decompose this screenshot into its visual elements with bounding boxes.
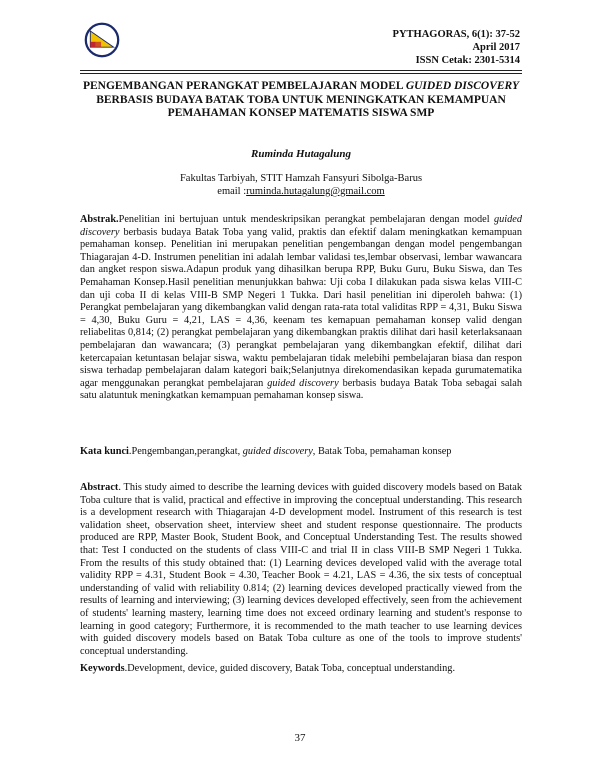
abstract-id-italic-2: guided discovery [267, 377, 339, 389]
abstract-en-text: . This study aimed to describe the learning devices with guided discovery models based on Batak Toba culture that is valid, practical and effective in improving the conceptual understanding. This research is a development research with Thiagarajan 4-D development model. Instrument of this research is test validation sheet, observation sheet, interview sheet and student response questionnaire. The products produced are RPP, Master Book, Student Book, and Conceptual Understanding Test. The results showed that: Test I conducted on the students of class VIII-C and trial II in class VIII-B SMP Negeri 1 Tukka. From the results of this study obtained that: (1) Learning devices developed valid with the average total validity RPP = 4.31, Student Book = 4.30, Teacher Book = 4.21, LAS = 4.36, the six tests of conceptual understanding of valid with reliability 0.814; (2) learning devices developed practically viewed from the results of learning and interviewing; (3) learning devices developed effectively, seen from the achievement of students' learning mastery, learning time does not exceed ordinary learning and student's response to learning in good category; Furthermore, it is recommended to the math teacher to use learning devices with guided discovery models based on Batak Toba culture as one of the tools to improve students' conceptual understanding. [80, 482, 522, 657]
keywords-id-text-1: .Pengembangan,perangkat, [128, 446, 243, 457]
page-number: 37 [294, 732, 306, 744]
author-institution: Fakultas Tarbiyah, STIT Hamzah Fansyuri Sibolga-Barus [179, 173, 423, 184]
keywords-id-label: Kata kunci [80, 446, 129, 457]
paper-title [78, 80, 524, 121]
abstract-id-text-3: berbasis budaya Batak Toba sebagai salah satu alatuntuk meningkatkan kemampuan pemahaman konsep siswa. [80, 377, 522, 402]
header-divider-bottom [80, 73, 522, 74]
journal-logo-icon [84, 22, 120, 58]
abstract-id-text-2: berbasis budaya Batak Toba yang valid, praktis dan efektif dalam meningkatkan kemampuan pemahaman konsep. Penelitian ini merupakan penelitian pengembangan dengan model pengembangan Thiagarajan 4-D. Instrumen penelitian ini adalah lembar validasi tes,lembar observasi, lembar wawancara dan angket respon siswa.Adapun produk yang dihasilkan berupa RPP, Buku Guru, Buku Siswa, dan Tes Pemahaman Konsep.Hasil penelitian menunjukkan bahwa: Uji coba I dilakukan pada siswa kelas VIII-C dan uji coba II di kelas VIII-B SMP Negeri 1 Tukka. Dari hasil penelitian ini diperoleh bahwa: (1) Perangkat pembelajaran yang dikembangkan valid dengan rata-rata total validitas RPP = 4,31, Buku Siswa = 4,30, Buku Guru = 4,21, LAS = 4,36, keenam tes kemapuan pemahaman konsep valid dengan reliabelitas 0,814; (2) perangkat pembelajaran yang dikembangkan praktis dilihat dari hasil keterlaksanaan pembelajaran dan wawancara; (3) perangkat pembelajaran yang dikembangkan efektif, dilihat dari ketercapaian ketuntasan belajar siswa, waktu pembelajaran tidak melebihi pembelajaran biasa dan respon siswa terhadap pembelajaran dalam kategori baik;Selanjutnya direkomendasikan kepada gurumatematika agar menggunakan perangkat pembelajaran [80, 226, 522, 389]
author-email-line [78, 185, 524, 198]
title-part-italic: GUIDED DISCOVERY [405, 80, 520, 92]
author-name: Ruminda Hutagalung [251, 148, 351, 160]
abstract-id-label: Abstrak. [80, 214, 119, 225]
keywords-indonesian [80, 446, 522, 459]
keywords-english [80, 663, 522, 676]
email-label: email : [217, 186, 247, 197]
keywords-id-text-2: , Batak Toba, pemahaman konsep [312, 446, 452, 457]
journal-citation: PYTHAGORAS, 6(1): 37-52 [392, 29, 520, 40]
abstract-english [80, 482, 522, 658]
title-part-1: PENGEMBANGAN PERANGKAT PEMBELAJARAN MODEL [82, 80, 406, 92]
abstract-en-label: Abstract [80, 482, 119, 493]
journal-date: April 2017 [472, 42, 520, 53]
abstract-indonesian [80, 214, 522, 403]
keywords-en-label: Keywords [80, 663, 125, 674]
journal-issn: ISSN Cetak: 2301-5314 [415, 55, 520, 66]
journal-header [393, 28, 520, 67]
header-divider-top [80, 70, 522, 71]
abstract-id-text-1: Penelitian ini bertujuan untuk mendeskripsikan perangkat pembelajaran dengan model [118, 214, 494, 225]
title-part-2: BERBASIS BUDAYA BATAK TOBA UNTUK MENINGKATKAN KEMAMPUAN PEMAHAMAN KONSEP MATEMATIS SISWA SMP [96, 93, 506, 119]
abstract-id-italic-1: guided discovery [80, 214, 522, 238]
author-email-link[interactable]: ruminda.hutagalung@gmail.com [246, 186, 385, 197]
keywords-id-italic: guided discovery [242, 446, 313, 457]
affiliation-block [78, 172, 524, 198]
keywords-en-text: .Development, device, guided discovery, Batak Toba, conceptual understanding. [124, 663, 456, 674]
